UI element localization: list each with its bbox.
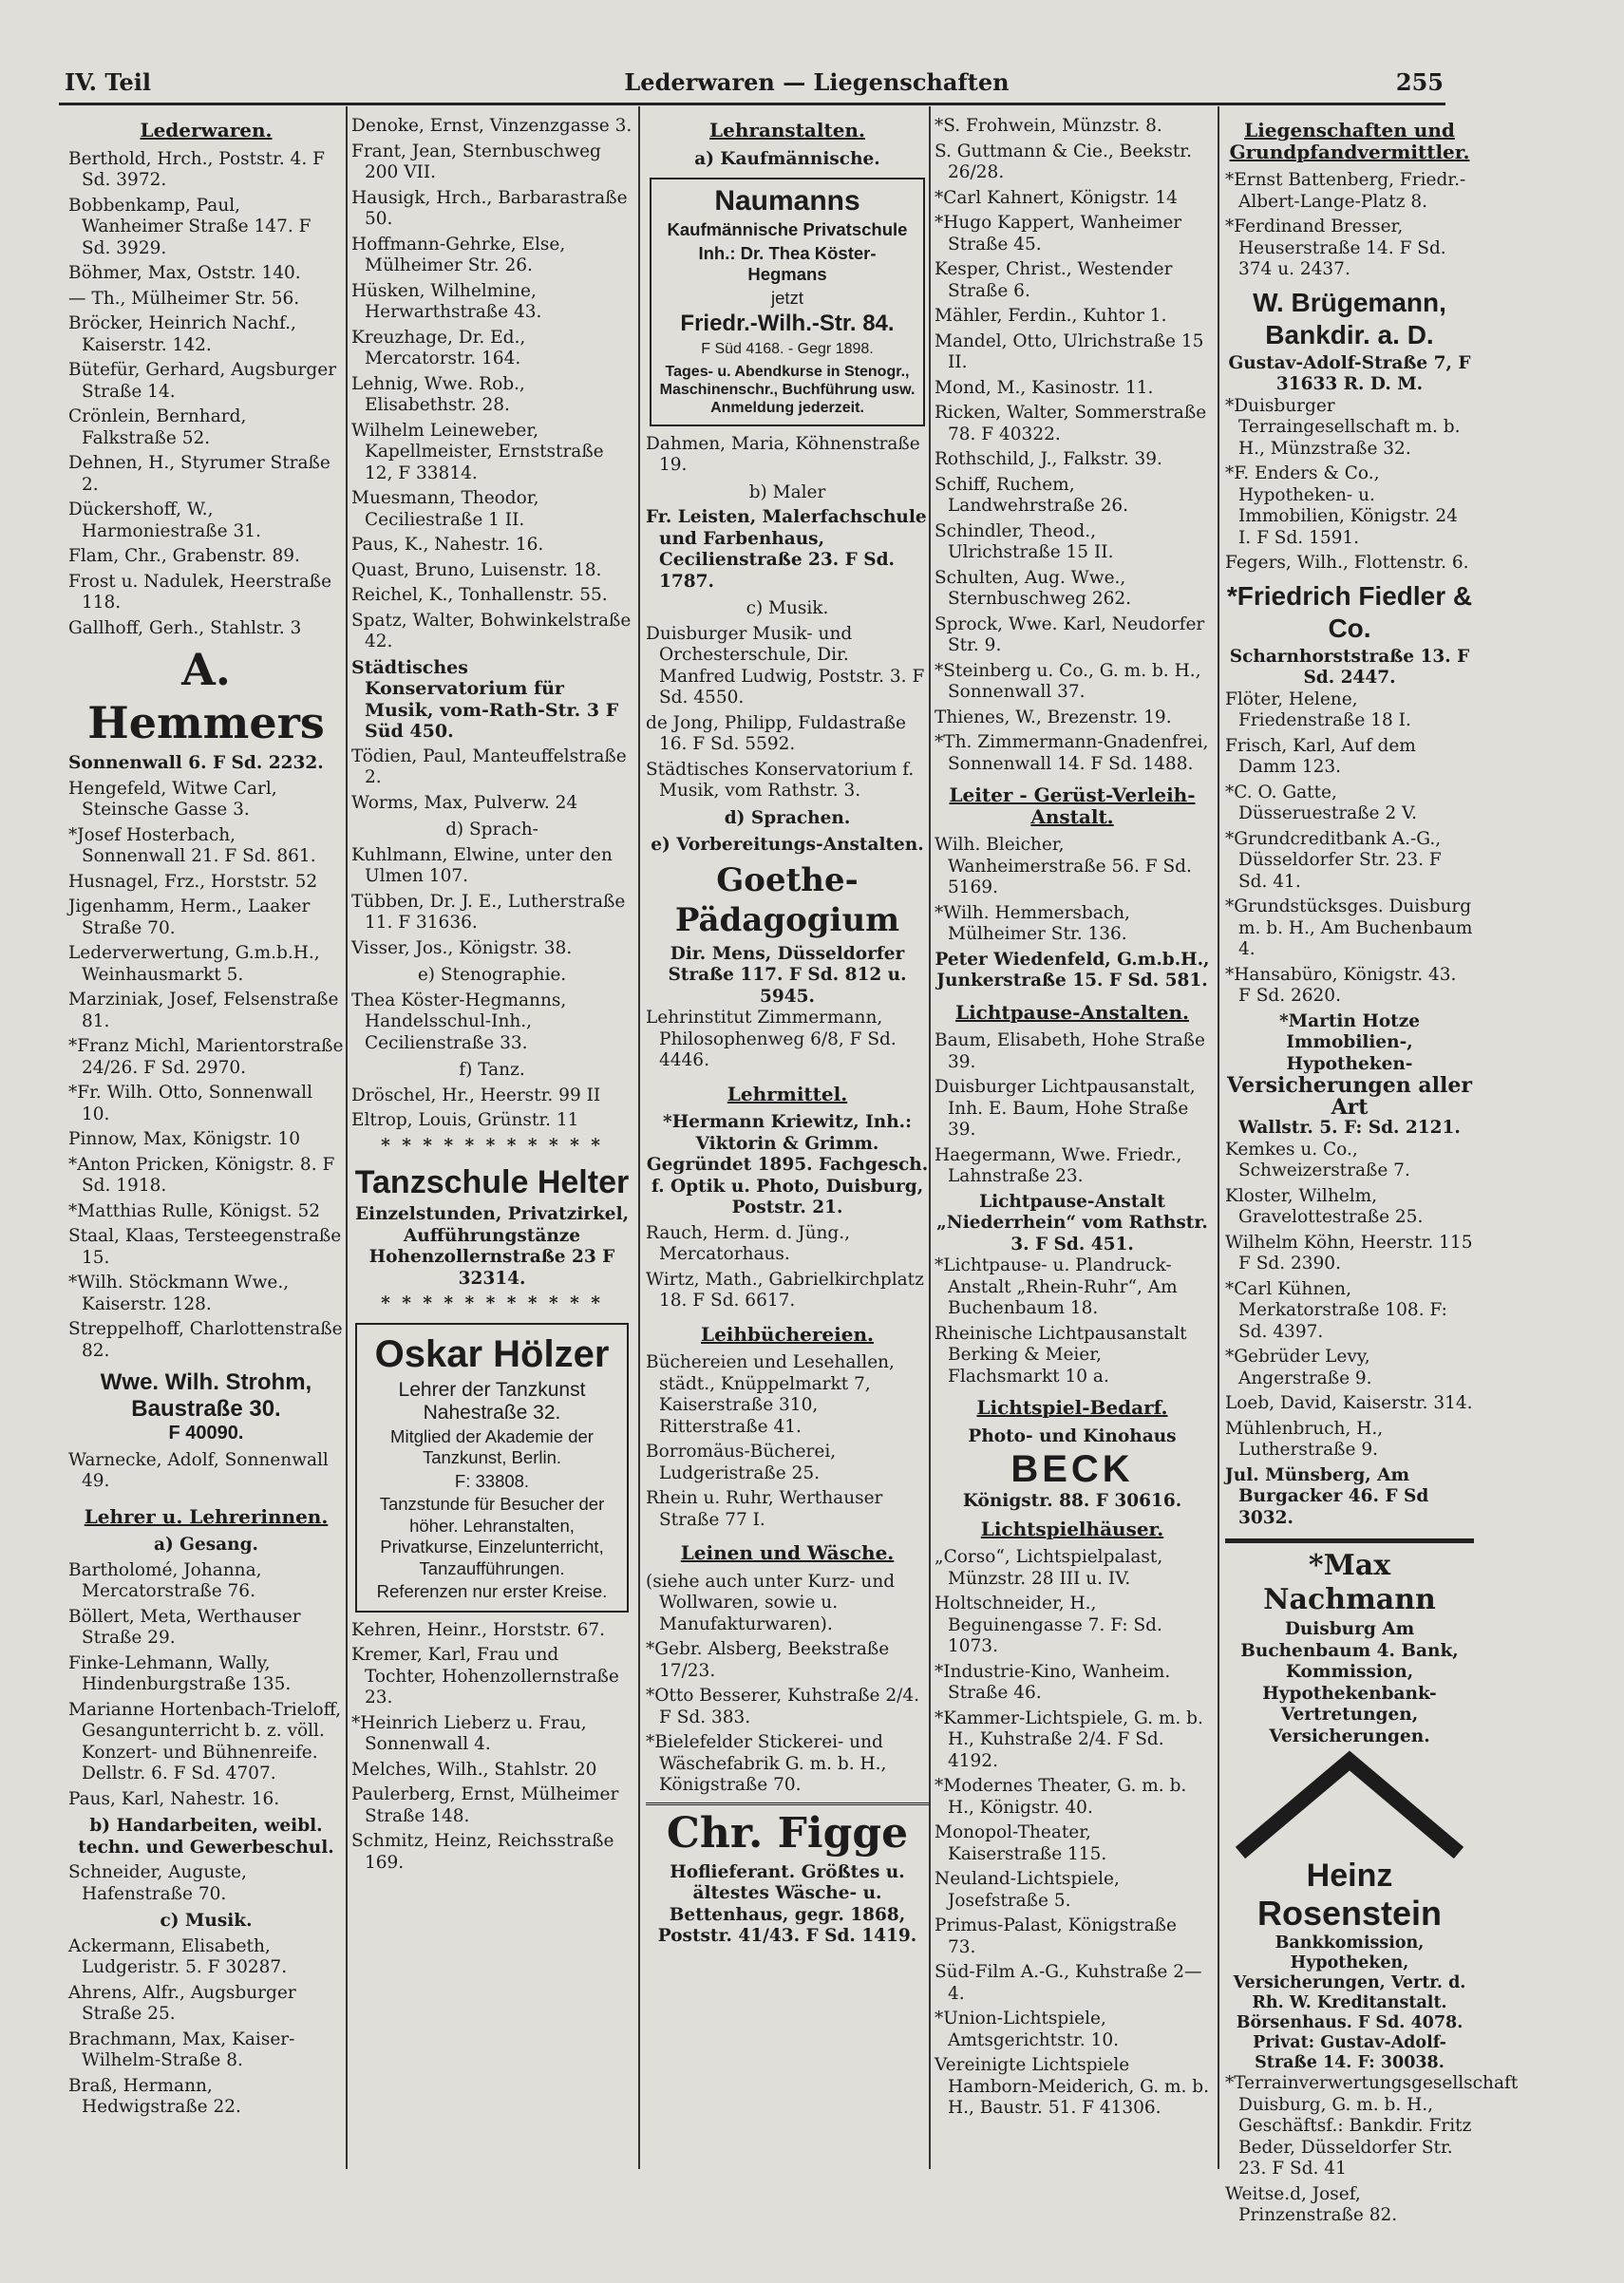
directory-entry: *Wilh. Hemmersbach, Mülheimer Str. 136. bbox=[935, 902, 1130, 944]
directory-entry: Flöter, Helene, Friedenstraße 18 I. bbox=[1225, 689, 1411, 730]
directory-entry: Lederverwertung, G.m.b.H., Weinhausmarkt 5. bbox=[68, 943, 320, 985]
directory-entry: Ricken, Walter, Sommerstraße 78. F 40322. bbox=[935, 403, 1207, 444]
ad-strohm-name: Wwe. Wilh. Strohm, bbox=[100, 1369, 312, 1395]
ad-hoelzer-line: Tanzstunde für Besucher der höher. Lehranstalten, Privatkurse, Einzelunterricht, Tanzaufführungen. bbox=[379, 1494, 605, 1578]
ornament-divider bbox=[646, 1802, 929, 1805]
subsection-heading: f) Tanz. bbox=[459, 1060, 525, 1080]
header-rule bbox=[59, 103, 1445, 105]
directory-entry: Hengefeld, Witwe Carl, Steinsche Gasse 3. bbox=[68, 778, 277, 820]
directory-entry: Monopol-Theater, Kaiserstraße 115. bbox=[935, 1822, 1107, 1864]
star-divider: * * * * * * * * * * * bbox=[381, 1293, 603, 1313]
directory-entry: Crönlein, Bernhard, Falkstraße 52. bbox=[68, 406, 247, 448]
directory-entry: Büchereien und Lesehallen, städt., Knüppelmarkt 7, Kaiserstraße 310, Ritterstraße 41. bbox=[646, 1352, 895, 1437]
directory-entry: *Bielefelder Stickerei- und Wäschefabrik G. m. b. H., Königstraße 70. bbox=[646, 1732, 887, 1795]
section-heading: Lichtspiel-Bedarf. bbox=[976, 1396, 1168, 1419]
entry-list bbox=[351, 1085, 633, 1132]
column-5 bbox=[1225, 116, 1519, 2231]
section-heading: Leihbüchereien. bbox=[701, 1322, 874, 1346]
section-heading: Lehranstalten. bbox=[709, 119, 865, 142]
ad-hemmers-address: Sonnenwall 6. F Sd. 2232. bbox=[68, 753, 324, 773]
section-heading: Lehrmittel. bbox=[727, 1082, 848, 1105]
directory-entry: *Heinrich Lieberz u. Frau, Sonnenwall 4. bbox=[351, 1712, 587, 1754]
subsection-heading: c) Musik. bbox=[746, 598, 829, 618]
directory-entry: Gallhoff, Gerh., Stahlstr. 3 bbox=[68, 617, 302, 638]
directory-entry: *Th. Zimmermann-Gnadenfrei, Sonnenwall 14. F Sd. 1488. bbox=[935, 732, 1209, 774]
directory-entry: Denoke, Ernst, Vinzenzgasse 3. bbox=[351, 116, 633, 136]
entry-list bbox=[351, 116, 633, 653]
directory-entry: Bobbenkamp, Paul, Wanheimer Straße 147. F Sd. 3929. bbox=[68, 195, 312, 258]
directory-entry: Mähler, Ferdin., Kuhtor 1. bbox=[935, 306, 1167, 326]
subsection-heading: e) Vorbereitungs-Anstalten. bbox=[651, 835, 924, 855]
entry-list bbox=[646, 624, 929, 802]
directory-entry: Schmitz, Heinz, Reichsstraße 169. bbox=[351, 1831, 614, 1873]
directory-entry: S. Guttmann & Cie., Beekstr. 26/28. bbox=[935, 141, 1192, 182]
ad-naumann-line: Inh.: Dr. Thea Köster-Hegmans bbox=[698, 242, 877, 284]
directory-entry: Thea Köster-Hegmanns, Handelsschul-Inh., Cecilienstraße 33. bbox=[351, 990, 567, 1053]
section-heading: Leinen und Wäsche. bbox=[680, 1541, 895, 1564]
directory-entry: Borromäus-Bücherei, Ludgeristraße 25. bbox=[646, 1442, 837, 1483]
column-divider bbox=[346, 106, 348, 2169]
directory-entry: Hüsken, Wilhelmine, Herwarthstraße 43. bbox=[351, 280, 542, 322]
directory-entry: *Wilh. Stöckmann Wwe., Kaiserstr. 128. bbox=[68, 1273, 290, 1314]
entry-list bbox=[1225, 2073, 1519, 2227]
directory-entry: Böllert, Meta, Werthauser Straße 29. bbox=[68, 1606, 301, 1648]
subsection-heading: b) Maler bbox=[748, 481, 826, 502]
entry-list bbox=[935, 835, 1210, 946]
directory-entry: Schiff, Ruchem, Landwehrstraße 26. bbox=[935, 474, 1129, 516]
directory-entry: *Union-Lichtspiele, Amtsgerichtstr. 10. bbox=[935, 2009, 1120, 2050]
directory-entry: *Steinberg u. Co., G. m. b. H., Sonnenwall 37. bbox=[935, 660, 1201, 702]
entry-list bbox=[68, 149, 344, 640]
ad-rosenstein-first: Heinz bbox=[1306, 1858, 1393, 1894]
ad-beck-name: BECK bbox=[1010, 1448, 1134, 1490]
directory-entry: Mühlenbruch, H., Lutherstraße 9. bbox=[1225, 1418, 1384, 1460]
ad-fiedler-address: Scharnhorststraße 13. F Sd. 2447. bbox=[1229, 646, 1470, 688]
directory-entry: Loeb, David, Kaiserstr. 314. bbox=[1225, 1393, 1473, 1413]
directory-entry: Kesper, Christ., Westender Straße 6. bbox=[935, 259, 1173, 301]
entry-list bbox=[351, 746, 633, 815]
section-heading: Lichtpause-Anstalten. bbox=[955, 1000, 1189, 1024]
ad-bruegemann-address: Gustav-Adolf-Straße 7, F 31633 R. D. M. bbox=[1228, 352, 1471, 394]
entry-list bbox=[68, 779, 344, 1363]
konservatorium-entry: Städtisches Konservatorium für Musik, vom-Rath-Str. 3 F Süd 450. bbox=[351, 656, 619, 742]
directory-entry: Worms, Max, Pulverw. 24 bbox=[351, 792, 578, 813]
directory-entry: Rothschild, J., Falkstr. 39. bbox=[935, 449, 1162, 469]
entry-list bbox=[646, 1352, 929, 1531]
directory-entry: Rauch, Herm. d. Jüng., Mercatorhaus. bbox=[646, 1222, 851, 1264]
directory-entry: Mond, M., Kasinostr. 11. bbox=[935, 377, 1154, 398]
directory-entry: *Franz Michl, Marientorstraße 24/26. F Sd. 2970. bbox=[68, 1036, 344, 1078]
running-title: Lederwaren — Liegenschaften bbox=[624, 68, 1010, 96]
directory-entry: „Corso“, Lichtspielpalast, Münzstr. 28 III u. IV. bbox=[935, 1547, 1163, 1589]
directory-entry: Visser, Jos., Königstr. 38. bbox=[351, 937, 573, 958]
directory-entry: *Carl Kahnert, Königstr. 14 bbox=[935, 187, 1178, 208]
column-3 bbox=[646, 116, 929, 1948]
directory-entry: *Modernes Theater, G. m. b. H., Königstr. 40. bbox=[935, 1776, 1187, 1818]
directory-entry: Kuhlmann, Elwine, unter den Ulmen 107. bbox=[351, 844, 613, 886]
directory-entry: Muesmann, Theodor, Ceciliestraße 1 II. bbox=[351, 488, 539, 530]
directory-entry: Frant, Jean, Sternbuschweg 200 VII. bbox=[351, 141, 601, 182]
directory-entry: *Josef Hosterbach, Sonnenwall 21. F Sd. 861. bbox=[68, 824, 316, 866]
directory-entry: *Carl Kühnen, Merkatorstraße 108. F: Sd. 4397. bbox=[1225, 1278, 1447, 1342]
directory-entry: Quast, Bruno, Luisenstr. 18. bbox=[351, 559, 602, 580]
ad-helter-name: Tanzschule Helter bbox=[354, 1164, 630, 1200]
directory-entry: Baum, Elisabeth, Hohe Straße 39. bbox=[935, 1030, 1205, 1072]
directory-entry: Kremer, Karl, Frau und Tochter, Hohenzollernstraße 23. bbox=[351, 1645, 619, 1708]
directory-entry: *Gebrüder Levy, Angerstraße 9. bbox=[1225, 1347, 1372, 1388]
directory-entry: Vereinigte Lichtspiele Hamborn-Meiderich, G. m. b. H., Baustr. 51. F 41306. bbox=[935, 2055, 1209, 2118]
ad-hotze-name: *Martin Hotze bbox=[1279, 1010, 1420, 1031]
subsection-heading: a) Kaufmännische. bbox=[694, 148, 880, 169]
ad-figge-name: Chr. Figge bbox=[666, 1808, 909, 1858]
entry-list bbox=[646, 1223, 929, 1312]
column-2 bbox=[351, 116, 633, 1877]
ad-hoelzer-line: Nahestraße 32. bbox=[423, 1402, 561, 1424]
entry-list bbox=[351, 991, 633, 1055]
directory-entry: Kloster, Wilhelm, Gravelottestraße 25. bbox=[1225, 1185, 1424, 1227]
entry-list bbox=[351, 845, 633, 960]
directory-entry: Eltrop, Louis, Grünstr. 11 bbox=[351, 1110, 579, 1130]
subsection-heading: d) Sprachen. bbox=[724, 807, 851, 828]
directory-entry: Paus, Karl, Nahestr. 16. bbox=[68, 1788, 280, 1809]
directory-entry: Dückershoff, W., Harmoniestraße 31. bbox=[68, 500, 261, 541]
ad-fiedler-name: *Friedrich Fiedler & Co. bbox=[1226, 580, 1473, 643]
ad-goethe-text: Dir. Mens, Düsseldorfer Straße 117. F Sd. 812 u. 5945. bbox=[668, 943, 907, 1007]
ad-hoelzer-line: F: 33808. bbox=[454, 1470, 530, 1491]
ad-naumann-line: Tages- u. Abendkurse in Stenogr., Maschinenschr., Buchführung usw. Anmeldung jederzeit. bbox=[659, 363, 916, 416]
directory-entry: Marziniak, Josef, Felsenstraße 81. bbox=[68, 990, 339, 1031]
entry-list bbox=[68, 1560, 344, 1811]
directory-entry: Streppelhoff, Charlottenstraße 82. bbox=[68, 1319, 343, 1361]
section-heading: Lederwaren. bbox=[140, 119, 273, 142]
directory-entry: *Ernst Battenberg, Friedr.-Albert-Lange-Platz 8. bbox=[1225, 170, 1466, 212]
directory-entry: *Hansabüro, Königstr. 43. F Sd. 2620. bbox=[1225, 964, 1457, 1006]
entry-list bbox=[935, 1255, 1210, 1387]
ad-hoelzer-name: Oskar Hölzer bbox=[374, 1332, 610, 1375]
column-divider bbox=[638, 106, 640, 2169]
entry-list bbox=[1225, 396, 1474, 575]
directory-entry: *Grundstücksges. Duisburg m. b. H., Am Buchenbaum 4. bbox=[1225, 896, 1473, 959]
section-label: IV. Teil bbox=[65, 68, 151, 96]
directory-entry: Braß, Hermann, Hedwigstraße 22. bbox=[68, 2075, 241, 2117]
directory-entry: Rheinische Lichtpausanstalt Berking & Meier, Flachsmarkt 10 a. bbox=[935, 1323, 1187, 1387]
directory-entry: Pinnow, Max, Königstr. 10 bbox=[68, 1129, 301, 1149]
directory-entry: Dahmen, Maria, Köhnenstraße 19. bbox=[646, 433, 920, 475]
directory-entry: *Industrie-Kino, Wanheim. Straße 46. bbox=[935, 1661, 1171, 1703]
directory-entry: Kreuzhage, Dr. Ed., Mercatorstr. 164. bbox=[351, 327, 526, 368]
directory-entry: *Terrainverwertungsgesellschaft Duisburg, G. m. b. H., Geschäftsf.: Bankdir. Fritz Beder, Düsseldorfer Str. 23. F Sd. 41 bbox=[1225, 2073, 1519, 2179]
subsection-heading: a) Gesang. bbox=[154, 1535, 258, 1555]
section-heading: Liegenschaften und Grundpfandvermittler. bbox=[1229, 119, 1470, 163]
directory-entry: Marianne Hortenbach-Trieloff, Gesangunterricht b. z. völl. Konzert- und Bühnenreife. Dellstr. 6. F Sd. 4707. bbox=[68, 1699, 342, 1783]
ad-rosenstein-text: Bankkomission, Hypotheken, Versicherungen, Vertr. d. Rh. W. Kreditanstalt. Börsenhaus. F Sd. 4078. Privat: Gustav-Adolf-Straße 14. F: 30038. bbox=[1233, 1934, 1466, 2072]
subsection-heading: d) Sprach- bbox=[445, 820, 538, 840]
directory-entry: Holtschneider, H., Beguinengasse 7. F: Sd. 1073. bbox=[935, 1594, 1162, 1656]
directory-entry: *Ferdinand Bresser, Heuserstraße 14. F Sd. 374 u. 2437. bbox=[1225, 217, 1446, 279]
directory-entry: Haegermann, Wwe. Friedr., Lahnstraße 23. bbox=[935, 1144, 1182, 1186]
subsection-heading: b) Handarbeiten, weibl. techn. und Gewerbeschul. bbox=[78, 1816, 334, 1858]
directory-entry: — Th., Mülheimer Str. 56. bbox=[68, 288, 300, 309]
entry-list bbox=[646, 434, 929, 477]
page-number: 255 bbox=[1395, 68, 1444, 96]
directory-entry: *Gebr. Alsberg, Beekstraße 17/23. bbox=[646, 1639, 890, 1681]
directory-entry: Süd-Film A.-G., Kuhstraße 2—4. bbox=[935, 1962, 1202, 2004]
directory-entry: Frisch, Karl, Auf dem Damm 123. bbox=[1225, 735, 1416, 777]
entry-list bbox=[1225, 1140, 1474, 1462]
ad-hoelzer-box bbox=[355, 1323, 629, 1613]
directory-entry: Brachmann, Max, Kaiser-Wilhelm-Straße 8. bbox=[68, 2028, 295, 2070]
directory-entry: Spatz, Walter, Bohwinkelstraße 42. bbox=[351, 610, 632, 651]
ad-rosenstein-last: Rosenstein bbox=[1256, 1894, 1443, 1933]
directory-entry: Finke-Lehmann, Wally, Hindenburgstraße 135. bbox=[68, 1652, 292, 1694]
directory-entry: Lehrinstitut Zimmermann, Philosophenweg 6/8, F Sd. 4446. bbox=[646, 1008, 897, 1070]
directory-entry: Thienes, W., Brezenstr. 19. bbox=[935, 707, 1172, 727]
ad-naumann-line: jetzt bbox=[771, 287, 803, 308]
directory-entry: Tödien, Paul, Manteuffelstraße 2. bbox=[351, 745, 627, 787]
directory-entry: Neuland-Lichtspiele, Josefstraße 5. bbox=[935, 1869, 1120, 1911]
ad-nachmann-text: Duisburg Am Buchenbaum 4. Bank, Kommission, Hypothekenbank-Vertretungen, Versicherungen. bbox=[1240, 1619, 1459, 1746]
directory-entry: *Anton Pricken, Königstr. 8. F Sd. 1918. bbox=[68, 1154, 335, 1196]
directory-entry: Jigenhamm, Herm., Laaker Straße 70. bbox=[68, 896, 311, 938]
directory-entry: Dehnen, H., Styrumer Straße 2. bbox=[68, 453, 330, 495]
ad-naumann-line: Kaufmännische Privatschule bbox=[667, 219, 908, 239]
ad-hoelzer-line: Lehrer der Tanzkunst bbox=[398, 1378, 586, 1401]
ad-hemmers-name: A. Hemmers bbox=[87, 644, 325, 748]
ad-hotze-line: Wallstr. 5. F: Sd. 2121. bbox=[1238, 1118, 1461, 1138]
directory-entry: *Grundcreditbank A.-G., Düsseldorfer Str. 23. F Sd. 41. bbox=[1225, 828, 1442, 892]
directory-entry: *Kammer-Lichtspiele, G. m. b. H., Kuhstraße 2/4. F Sd. 4192. bbox=[935, 1708, 1203, 1771]
directory-entry: Wilhelm Köhn, Heerstr. 115 F Sd. 2390. bbox=[1225, 1232, 1473, 1274]
ad-naumann-title: Naumanns bbox=[714, 185, 860, 217]
directory-entry: Flam, Chr., Grabenstr. 89. bbox=[68, 546, 300, 566]
ad-wiedenfeld: Peter Wiedenfeld, G.m.b.H., Junkerstraße 15. F Sd. 581. bbox=[935, 949, 1210, 991]
column-4 bbox=[935, 116, 1210, 2123]
directory-entry: de Jong, Philipp, Fuldastraße 16. F Sd. 5592. bbox=[646, 712, 906, 754]
star-divider: * * * * * * * * * * * bbox=[381, 1135, 603, 1156]
entry-list bbox=[68, 1450, 344, 1493]
section-heading: Leiter - Gerüst-Verleih-Anstalt. bbox=[949, 783, 1196, 828]
directory-entry: *Matthias Rulle, Königst. 52 bbox=[68, 1200, 321, 1221]
directory-entry: Staal, Klaas, Tersteegenstraße 15. bbox=[68, 1226, 342, 1268]
ad-hotze-line: Immobilien-, Hypotheken- bbox=[1286, 1032, 1413, 1074]
directory-entry: Kemkes u. Co., Schweizerstraße 7. bbox=[1225, 1139, 1410, 1180]
directory-entry: Rhein u. Ruhr, Werthauser Straße 77 I. bbox=[646, 1488, 883, 1530]
ad-beck-line: Photo- und Kinohaus bbox=[968, 1425, 1177, 1446]
directory-entry: Hausigk, Hrch., Barbarastraße 50. bbox=[351, 187, 628, 229]
directory-entry: (siehe auch unter Kurz- und Wollwaren, sowie u. Manufakturwaren). bbox=[646, 1571, 896, 1634]
entry-list bbox=[1225, 689, 1474, 1008]
ad-naumann-line: F Süd 4168. - Gegr 1898. bbox=[701, 341, 874, 357]
directory-entry: Fegers, Wilh., Flottenstr. 6. bbox=[1225, 553, 1469, 573]
directory-entry: Wilh. Bleicher, Wanheimerstraße 56. F Sd. 5169. bbox=[935, 835, 1192, 897]
directory-entry: Böhmer, Max, Oststr. 140. bbox=[68, 263, 301, 283]
subsection-heading: c) Musik. bbox=[160, 1911, 253, 1931]
ad-helter-text: Einzelstunden, Privatzirkel, Aufführungstänze Hohenzollernstraße 23 F 32314. bbox=[354, 1204, 630, 1289]
ad-bruegemann-name: W. Brügemann, Bankdir. a. D. bbox=[1253, 287, 1446, 349]
directory-entry: Wilhelm Leineweber, Kapellmeister, Ernststraße 12, F 33814. bbox=[351, 420, 604, 483]
directory-entry: *F. Enders & Co., Hypotheken- u. Immobilien, Königstr. 24 I. F Sd. 1591. bbox=[1225, 463, 1458, 548]
directory-entry: Fr. Leisten, Malerfachschule und Farbenhaus, Cecilienstraße 23. F Sd. 1787. bbox=[646, 507, 927, 592]
ad-kriewitz: *Hermann Kriewitz, Inh.: Viktorin & Grimm. Gegründet 1895. Fachgesch. f. Optik u. Photo, Duisburg, Poststr. 21. bbox=[646, 1112, 929, 1217]
directory-entry: Weitse.d, Josef, Prinzenstraße 82. bbox=[1225, 2183, 1398, 2225]
directory-entry: Ackermann, Elisabeth, Ludgeristr. 5. F 30287. bbox=[68, 1935, 288, 1977]
entry-list bbox=[351, 1620, 633, 1875]
section-heading: Lichtspielhäuser. bbox=[980, 1517, 1164, 1540]
entry-list bbox=[68, 1936, 344, 2119]
ad-hoelzer-line: Referenzen nur erster Kreise. bbox=[376, 1581, 608, 1601]
ad-hoelzer-line: Mitglied der Akademie der Tanzkunst, Berlin. bbox=[390, 1425, 594, 1467]
ad-goethe-name: Goethe-Pädagogium bbox=[674, 860, 900, 939]
entry-list bbox=[646, 1008, 929, 1072]
ad-nachmann-name: *Max Nachmann bbox=[1263, 1549, 1436, 1616]
column-1 bbox=[68, 116, 344, 2123]
directory-entry: *S. Frohwein, Münzstr. 8. bbox=[935, 116, 1162, 136]
directory-entry: Bütefür, Gerhard, Augsburger Straße 14. bbox=[68, 360, 337, 402]
directory-entry: *Lichtpause- u. Plandruck-Anstalt „Rhein-Ruhr“, Am Buchenbaum 18. bbox=[935, 1255, 1178, 1318]
directory-entry: *Otto Besserer, Kuhstraße 2/4. F Sd. 383. bbox=[646, 1686, 920, 1727]
directory-entry: Schulten, Aug. Wwe., Sternbuschweg 262. bbox=[935, 567, 1132, 609]
directory-entry: Bartholomé, Johanna, Mercatorstraße 76. bbox=[68, 1559, 262, 1601]
roof-graphic bbox=[1231, 1753, 1468, 1858]
directory-entry: *Duisburger Terraingesellschaft m. b. H., Münzstraße 32. bbox=[1225, 395, 1461, 459]
directory-entry: Schindler, Theod., Ulrichstraße 15 II. bbox=[935, 520, 1114, 562]
ad-niederrhein: Lichtpause-Anstalt „Niederrhein“ vom Rathstr. 3. F Sd. 451. bbox=[936, 1191, 1208, 1255]
entry-list bbox=[68, 1862, 344, 1905]
entry-list bbox=[646, 507, 929, 593]
entry-list bbox=[935, 1547, 1210, 2120]
directory-entry: Dröschel, Hr., Heerstr. 99 II bbox=[351, 1085, 601, 1105]
directory-entry: *Fr. Wilh. Otto, Sonnenwall 10. bbox=[68, 1083, 312, 1124]
directory-entry: Sprock, Wwe. Karl, Neudorfer Str. 9. bbox=[935, 613, 1205, 655]
ad-muensberg: Jul. Münsberg, Am Burgacker 46. F Sd 3032. bbox=[1225, 1464, 1429, 1528]
directory-entry: Schneider, Auguste, Hafenstraße 70. bbox=[68, 1862, 247, 1904]
directory-entry: Duisburger Lichtpausanstalt, Inh. E. Baum, Hohe Straße 39. bbox=[935, 1077, 1196, 1140]
entry-list bbox=[935, 116, 1210, 775]
directory-entry: Melches, Wilh., Stahlstr. 20 bbox=[351, 1759, 597, 1780]
directory-entry: Duisburger Musik- und Orchesterschule, Dir. Manfred Ludwig, Poststr. 3. F Sd. 4550. bbox=[646, 623, 925, 708]
directory-entry: Reichel, K., Tonhallenstr. 55. bbox=[351, 585, 608, 605]
directory-entry: *Hugo Kappert, Wanheimer Straße 45. bbox=[935, 213, 1182, 255]
directory-entry: Bröcker, Heinrich Nachf., Kaiserstr. 142. bbox=[68, 313, 296, 355]
ad-strohm-address: Baustraße 30. bbox=[131, 1396, 281, 1422]
directory-entry: Paulerberg, Ernst, Mülheimer Straße 148. bbox=[351, 1784, 619, 1826]
ad-beck-line: Königstr. 88. F 30616. bbox=[962, 1491, 1182, 1511]
ad-naumann-box bbox=[650, 178, 925, 426]
directory-entry: Husnagel, Frz., Horststr. 52 bbox=[68, 871, 318, 892]
entry-list bbox=[1225, 170, 1474, 281]
column-divider bbox=[1218, 106, 1219, 2169]
entry-list bbox=[646, 1572, 929, 1797]
ad-naumann-line: Friedr.-Wilh.-Str. 84. bbox=[680, 311, 895, 336]
directory-entry: Wirtz, Math., Gabrielkirchplatz 18. F Sd. 6617. bbox=[646, 1269, 924, 1311]
entry-list bbox=[935, 1030, 1210, 1188]
directory-entry: Frost u. Nadulek, Heerstraße 118. bbox=[68, 571, 332, 613]
ad-strohm-phone: F 40090. bbox=[168, 1423, 244, 1443]
directory-entry: Paus, K., Nahestr. 16. bbox=[351, 535, 544, 555]
directory-entry: Warnecke, Adolf, Sonnenwall 49. bbox=[68, 1449, 329, 1491]
ad-figge-text: Hoflieferant. Größtes u. ältestes Wäsche- u. Bettenhaus, gegr. 1868, Poststr. 41/43. F Sd. 1419. bbox=[657, 1861, 917, 1946]
directory-entry: Mandel, Otto, Ulrichstraße 15 II. bbox=[935, 330, 1204, 372]
directory-entry: Ahrens, Alfr., Augsburger Straße 25. bbox=[68, 1982, 296, 2024]
directory-entry: Städtisches Konservatorium f. Musik, vom Rathstr. 3. bbox=[646, 759, 915, 801]
directory-entry: Primus-Palast, Königstraße 73. bbox=[935, 1915, 1177, 1957]
section-heading: Lehrer u. Lehrerinnen. bbox=[84, 1504, 329, 1528]
directory-entry: Berthold, Hrch., Poststr. 4. F Sd. 3972. bbox=[68, 148, 325, 190]
ad-rule bbox=[1225, 1538, 1474, 1543]
ad-hotze-line: Versicherungen aller Art bbox=[1227, 1073, 1472, 1120]
directory-entry: Lehnig, Wwe. Rob., Elisabethstr. 28. bbox=[351, 373, 525, 415]
directory-entry: Tübben, Dr. J. E., Lutherstraße 11. F 31636. bbox=[351, 891, 626, 933]
subsection-heading: e) Stenographie. bbox=[417, 965, 567, 985]
directory-entry: *C. O. Gatte, Düsseruestraße 2 V. bbox=[1225, 782, 1418, 823]
directory-entry: Hoffmann-Gehrke, Else, Mülheimer Str. 26. bbox=[351, 234, 566, 275]
directory-entry: Kehren, Heinr., Horststr. 67. bbox=[351, 1619, 605, 1640]
column-divider bbox=[929, 106, 931, 2169]
